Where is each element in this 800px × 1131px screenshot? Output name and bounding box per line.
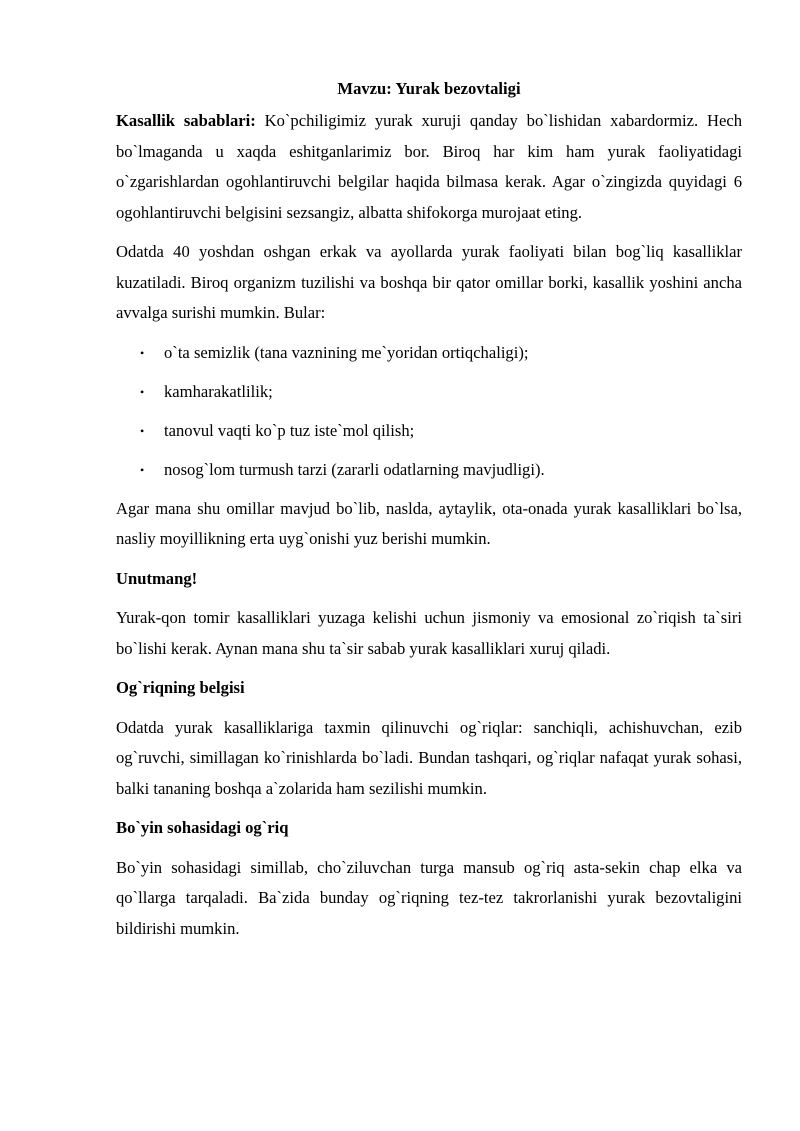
paragraph-stress: Yurak-qon tomir kasalliklari yuzaga kelishi uchun jismoniy va emosional zo`riqish ta`siri bo`lishi kerak. Aynan mana shu ta`sir sabab yurak kasalliklari xuruj qiladi. [116,608,742,658]
paragraph-heredity: Agar mana shu omillar mavjud bo`lib, naslda, aytaylik, ota-onada yurak kasalliklari bo`lsa, nasliy moyillikning erta uyg`onishi yuz berishi mumkin. [116,498,742,548]
paragraph-neck-pain: Bo`yin sohasidagi simillab, cho`ziluvchan turga mansub og`riq asta-sekin chap elka va qo`llarga tarqaladi. Ba`zida bunday og`riqning tez-tez takrorlanishi yurak bezovtaligini bildirishi mumkin. [116,857,742,938]
list-item-text: nosog`lom turmush tarzi (zararli odatlarning mavjudligi). [164,459,545,479]
bullet-icon: • [140,462,145,477]
list-item-text: kamharakatlilik; [164,381,273,401]
paragraph-age-factors: Odatda 40 yoshdan oshgan erkak va ayollarda yurak faoliyati bilan bog`liq kasalliklar kuzatiladi. Biroq organizm tuzilishi va boshqa bir qator omillar borki, kasallik yoshini ancha avvalga surishi mumkin. Bular: [116,242,742,322]
heading-neck-pain: Bo`yin sohasidagi og`riq [116,818,289,837]
risk-factor-list [116,338,742,485]
list-item [116,416,742,446]
list-item [116,338,742,368]
paragraph-pain-types: Odatda yurak kasalliklariga taxmin qilinuvchi og`riqlar: sanchiqli, achishuvchan, ezib og`ruvchi, simillagan ko`rinishlarda bo`ladi. Bundan tashqari, og`riqlar nafaqat yurak sohasi, balki tananing boshqa a`zolarida ham sezilishi mumkin. [116,717,742,798]
list-item [116,377,742,407]
document-title: Mavzu: Yurak bezovtaligi [337,79,521,98]
bullet-icon: • [140,423,145,438]
document-page [116,74,742,953]
bullet-icon: • [140,384,145,399]
list-item-text: o`ta semizlik (tana vaznining me`yoridan ortiqchaligi); [164,342,529,362]
list-item [116,455,742,485]
intro-text: Ko`pchiligimiz yurak xuruji qanday bo`lishidan xabardormiz. Hech bo`lmaganda u xaqda eshitganlarimiz bor. Biroq har kim ham yurak faoliyatidagi o`zgarishlardan ogohlantiruvchi belgilar haqida bilmasa kerak. Agar o`zingizda quyidagi 6 ogohlantiruvchi belgisini sezsangiz, albatta shifokorga murojaat eting. [116,111,743,222]
bullet-icon: • [140,345,145,360]
list-item-text: tanovul vaqti ko`p tuz iste`mol qilish; [164,420,415,440]
intro-paragraph [116,106,742,228]
intro-lead: Kasallik sabablari: [116,111,256,130]
heading-pain-sign: Og`riqning belgisi [116,678,245,697]
heading-unutmang: Unutmang! [116,568,198,588]
